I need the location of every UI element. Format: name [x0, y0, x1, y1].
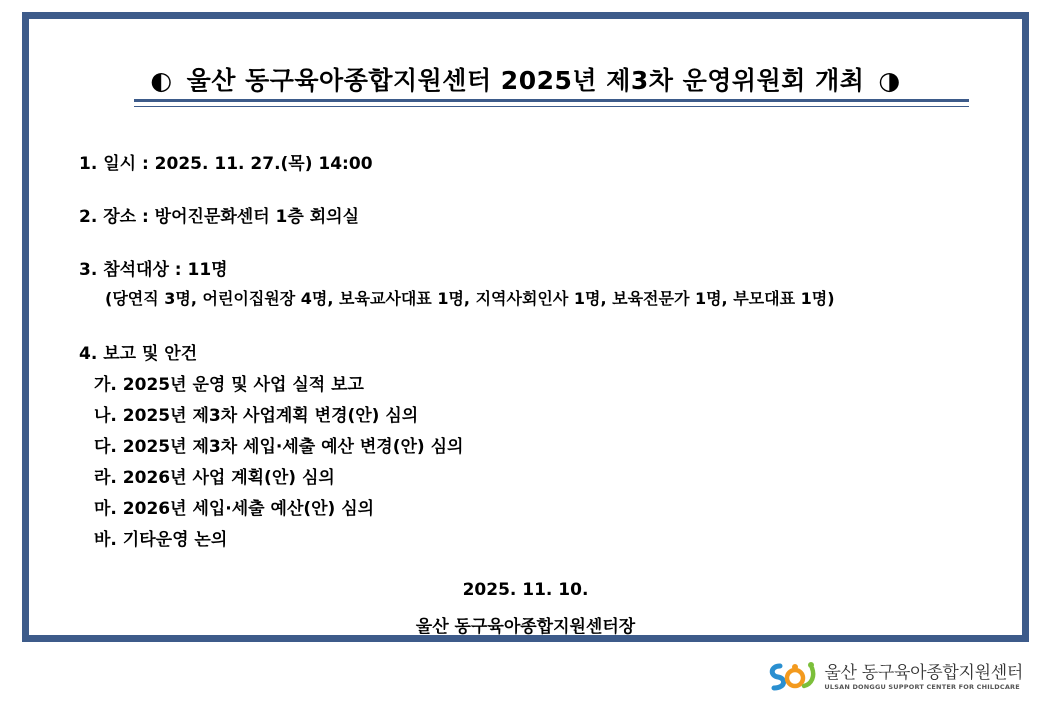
agenda-item: 가. 2025년 운영 및 사업 실적 보고 [94, 375, 364, 395]
half-circle-right-icon: ◑ [878, 66, 901, 95]
agenda-item: 다. 2025년 제3차 세입·세출 예산 변경(안) 심의 [94, 437, 464, 457]
agenda-item: 라. 2026년 사업 계획(안) 심의 [94, 468, 335, 488]
item-attendees: 3. 참석대상 : 11명 [79, 260, 228, 280]
half-circle-left-icon: ◐ [150, 66, 173, 95]
center-logo [766, 660, 1023, 694]
center-logo-icon [766, 660, 818, 694]
agenda-item: 바. 기타운영 논의 [94, 530, 228, 550]
item-place: 2. 장소 : 방어진문화센터 1층 회의실 [79, 207, 359, 227]
footer-signature: 울산 동구육아종합지원센터장 [415, 617, 636, 637]
item-agenda-title: 4. 보고 및 안건 [79, 344, 198, 364]
agenda-item: 마. 2026년 세입·세출 예산(안) 심의 [94, 499, 375, 519]
logo-korean-text: 울산 동구육아종합지원센터 [824, 662, 1023, 683]
title-text: 울산 동구육아종합지원센터 2025년 제3차 운영위원회 개최 [186, 66, 865, 95]
logo-english-text: ULSAN DONGGU SUPPORT CENTER FOR CHILDCARE [824, 682, 1020, 691]
notice-body [29, 19, 1022, 635]
item-date: 1. 일시 : 2025. 11. 27.(목) 14:00 [79, 154, 373, 174]
item-attendees-detail: (당연직 3명, 어린이집원장 4명, 보육교사대표 1명, 지역사회인사 1명, 보육전문가 1명, 부모대표 1명) [105, 289, 835, 308]
notice-frame [22, 12, 1029, 642]
footer-date: 2025. 11. 10. [462, 580, 589, 600]
agenda-item: 나. 2025년 제3차 사업계획 변경(안) 심의 [94, 406, 419, 426]
